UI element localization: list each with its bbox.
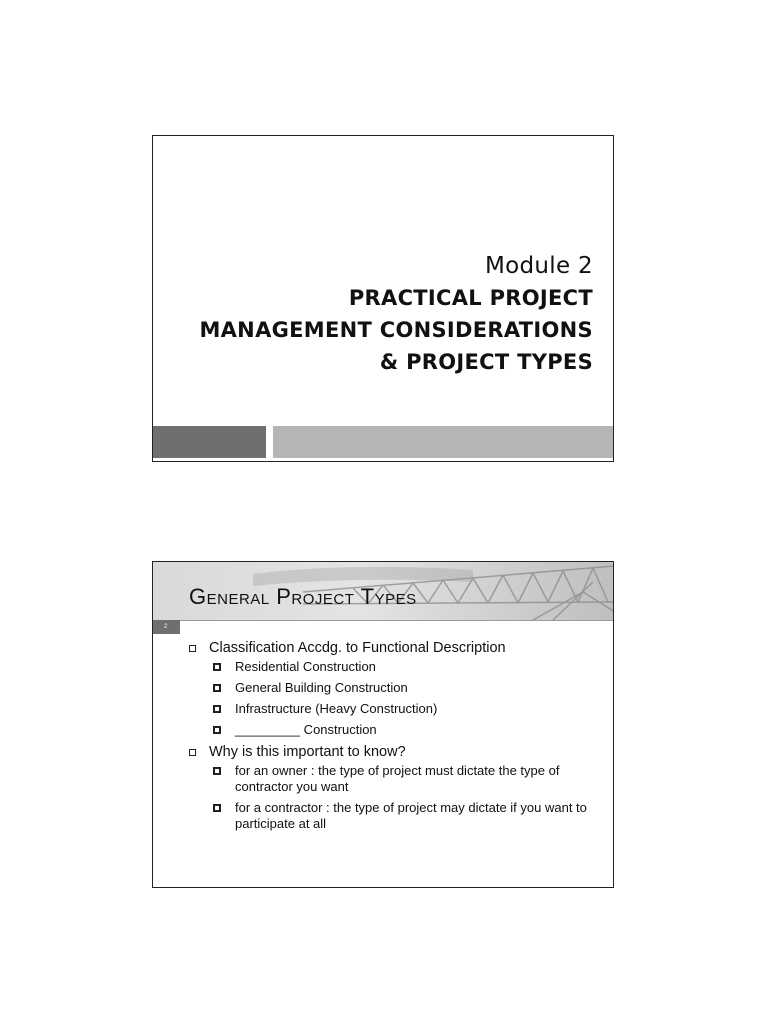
- bullet-item: [187, 640, 593, 656]
- header-divider: [180, 620, 614, 621]
- slide-2: [152, 561, 614, 888]
- sub-bullet-item: [187, 659, 593, 675]
- title-line-2: PRACTICAL PROJECT: [348, 286, 593, 310]
- hollow-square-bullet-icon: [189, 645, 196, 652]
- square-bullet-icon: [213, 726, 221, 734]
- square-bullet-icon: [213, 705, 221, 713]
- sub-bullet-text: General Building Construction: [235, 680, 408, 695]
- sub-bullet-text: Residential Construction: [235, 659, 376, 674]
- square-bullet-icon: [213, 804, 221, 812]
- title-line-4: & PROJECT TYPES: [379, 350, 593, 374]
- footer-bar-dark: [153, 426, 266, 458]
- slide-1-title: [199, 250, 593, 378]
- sub-bullet-item: [187, 701, 593, 717]
- square-bullet-icon: [213, 767, 221, 775]
- sub-bullet-item: [187, 800, 593, 832]
- footer-bar-light: [273, 426, 614, 458]
- sub-bullet-item: [187, 722, 593, 738]
- sub-bullet-text: for a contractor : the type of project may dictate if you want to participate at all: [235, 800, 587, 831]
- title-line-module: Module 2: [485, 253, 593, 279]
- sub-bullet-item: [187, 763, 593, 795]
- bullet-group: [187, 744, 593, 832]
- sub-bullet-text: for an owner : the type of project must dictate the type of contractor you want: [235, 763, 560, 794]
- square-bullet-icon: [213, 663, 221, 671]
- sub-bullet-text: Infrastructure (Heavy Construction): [235, 701, 438, 716]
- slide-number: 2: [153, 620, 180, 634]
- bullet-item: [187, 744, 593, 760]
- square-bullet-icon: [213, 684, 221, 692]
- sub-bullet-item: [187, 680, 593, 696]
- hollow-square-bullet-icon: [189, 749, 196, 756]
- title-line-3: MANAGEMENT CONSIDERATIONS: [199, 318, 593, 342]
- header-banner: [153, 562, 613, 620]
- bullet-text: Classification Accdg. to Functional Description: [209, 640, 506, 656]
- sub-bullet-text: _________ Construction: [235, 722, 377, 737]
- slide-2-title: General Project Types: [189, 584, 417, 609]
- bullet-list: [187, 640, 593, 838]
- bullet-group: [187, 640, 593, 738]
- slide-1: [152, 135, 614, 462]
- bullet-text: Why is this important to know?: [209, 744, 406, 760]
